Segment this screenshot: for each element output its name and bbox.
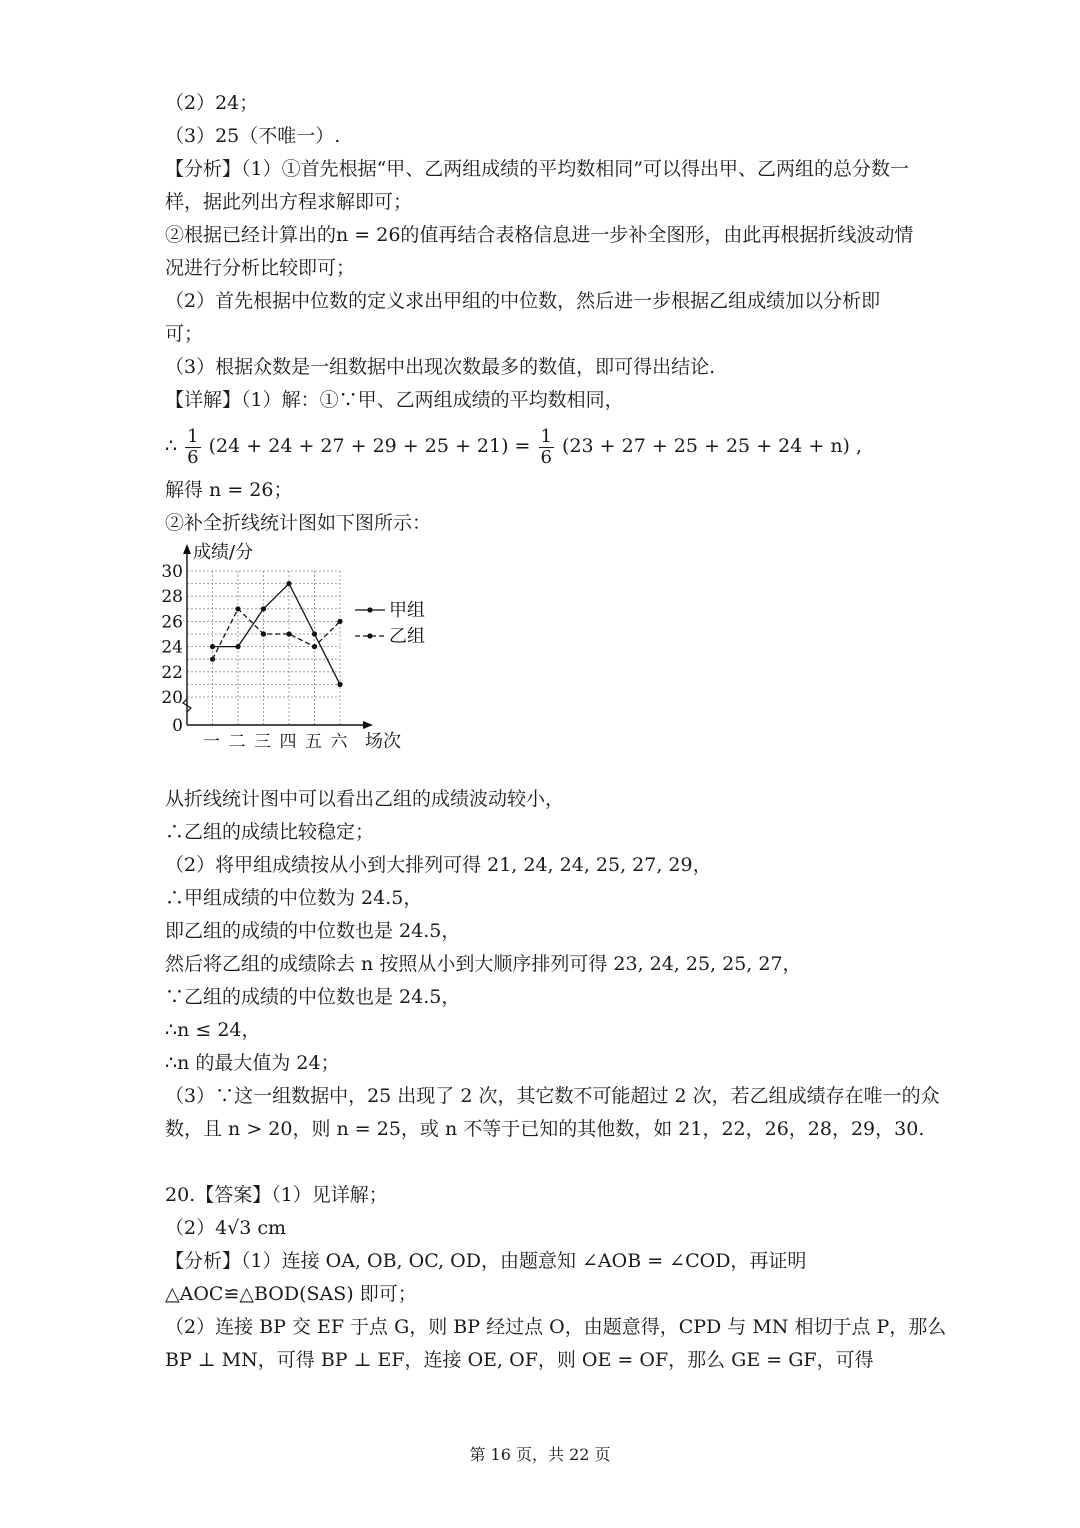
text-line-13: 从折线统计图中可以看出乙组的成绩波动较小，	[165, 788, 565, 810]
chart-grid	[187, 571, 340, 725]
text-line-3: 【分析】（1）①首先根据“甲、乙两组成绩的平均数相同”可以得出甲、乙两组的总分数一	[165, 158, 910, 180]
data-point	[286, 631, 291, 636]
y-tick-label: 30	[161, 562, 183, 582]
y-tick-label: 0	[172, 716, 183, 736]
y-tick-label: 28	[161, 587, 183, 608]
text-line-17: 即乙组的成绩的中位数也是 24.5，	[165, 920, 461, 942]
fraction-left	[185, 427, 200, 468]
page-footer: 第 16 页，共 22 页	[469, 1445, 611, 1464]
text-line-21: ∴n 的最大值为 24；	[165, 1052, 340, 1074]
line-chart	[160, 538, 450, 758]
fraction-right-denominator: 6	[540, 446, 552, 468]
text-line-15: （2）将甲组成绩按从小到大排列可得 21, 24, 24, 25, 27, 29，	[165, 854, 712, 876]
legend-label: 甲组	[389, 600, 425, 621]
text-line-30: BP ⊥ MN，可得 BP ⊥ EF，连接 OE, OF，则 OE = OF，那么 GE = GF，可得	[165, 1349, 874, 1371]
y-tick-label: 22	[161, 662, 183, 683]
fraction-left-numerator: 1	[187, 425, 199, 447]
text-line-7: （2）首先根据中位数的定义求出甲组的中位数，然后进一步根据乙组成绩加以分析即	[165, 290, 881, 312]
chart-axes	[183, 544, 373, 729]
x-tick-label: 三	[254, 732, 271, 752]
chart-legend	[355, 600, 425, 647]
text-line-22: （3）∵这一组数据中，25 出现了 2 次，其它数不可能超过 2 次，若乙组成绩存在唯一的众	[165, 1085, 940, 1107]
equation-right-sum: (23 + 27 + 25 + 25 + 24 + n) ,	[562, 435, 863, 457]
text-line-8: 可；	[165, 323, 204, 345]
chart-labels	[161, 542, 401, 752]
equation-left-sum: (24 + 24 + 27 + 29 + 25 + 21) =	[208, 435, 531, 457]
text-line-16: ∴甲组成绩的中位数为 24.5，	[165, 887, 423, 909]
legend-label: 乙组	[389, 626, 425, 647]
text-line-20: ∴n ≤ 24，	[165, 1019, 261, 1041]
x-tick-label: 一	[203, 732, 220, 752]
data-point	[235, 644, 240, 649]
text-line-6: 况进行分析比较即可；	[165, 257, 356, 279]
data-point	[235, 606, 240, 611]
data-point	[312, 644, 317, 649]
fraction-right	[539, 427, 554, 468]
text-line-2: （3）25（不唯一）.	[165, 125, 341, 147]
text-line-9: （3）根据众数是一组数据中出现次数最多的数值，即可得出结论.	[165, 356, 716, 378]
equation-prefix: ∴	[165, 435, 178, 457]
data-point	[210, 657, 215, 662]
equation-line	[165, 424, 862, 468]
y-axis-arrow	[183, 544, 191, 554]
text-line-4: 样，据此列出方程求解即可；	[165, 191, 413, 213]
y-tick-label: 20	[161, 688, 183, 708]
x-tick-label: 四	[279, 732, 297, 752]
x-tick-label: 六	[330, 732, 348, 752]
data-point	[210, 644, 215, 649]
data-point	[312, 631, 317, 636]
legend-marker	[367, 633, 372, 638]
text-line-28: △AOC≌△BOD(SAS) 即可；	[165, 1283, 417, 1305]
text-line-10: 【详解】（1）解：①∵甲、乙两组成绩的平均数相同，	[165, 389, 624, 411]
text-line-14: ∴乙组的成绩比较稳定；	[165, 821, 375, 843]
text-line-1: （2）24；	[165, 92, 259, 114]
text-line-11: 解得 n = 26；	[165, 479, 293, 501]
x-axis-title: 场次	[365, 731, 401, 752]
data-point	[286, 581, 291, 586]
text-line-29: （2）连接 BP 交 EF 于点 G，则 BP 经过点 O，由题意得，CPD 与 MN 相切于点 P，那么	[165, 1316, 947, 1338]
data-point	[337, 619, 342, 624]
text-line-12: ②补全折线统计图如下图所示：	[165, 512, 432, 534]
y-axis-title: 成绩/分	[193, 542, 254, 563]
x-tick-label: 五	[305, 732, 322, 752]
y-tick-label: 24	[161, 637, 183, 658]
chart-series	[210, 581, 343, 687]
legend-marker	[367, 607, 372, 612]
y-tick-label: 26	[161, 612, 183, 633]
text-line-18: 然后将乙组的成绩除去 n 按照从小到大顺序排列可得 23, 24, 25, 25, 27，	[165, 953, 802, 975]
fraction-right-numerator: 1	[540, 425, 552, 447]
x-tick-label: 二	[228, 732, 246, 752]
data-point	[261, 606, 266, 611]
x-axis-arrow	[363, 721, 373, 729]
text-line-19: ∵乙组的成绩的中位数也是 24.5，	[165, 986, 461, 1008]
text-line-23: 数，且 n > 20，则 n = 25，或 n 不等于已知的其他数，如 21，22，26，28，29，30.	[165, 1118, 925, 1140]
data-point	[337, 682, 342, 687]
text-line-27: 【分析】（1）连接 OA, OB, OC, OD，由题意知 ∠AOB = ∠COD，再证明	[165, 1250, 807, 1272]
data-point	[261, 631, 266, 636]
text-line-5: ②根据已经计算出的n = 26的值再结合表格信息进一步补全图形，由此再根据折线波动情	[165, 224, 914, 246]
text-line-26: （2）4√3 cm	[165, 1217, 287, 1239]
fraction-left-denominator: 6	[187, 446, 199, 468]
text-line-25: 20.【答案】（1）见详解；	[165, 1184, 388, 1206]
